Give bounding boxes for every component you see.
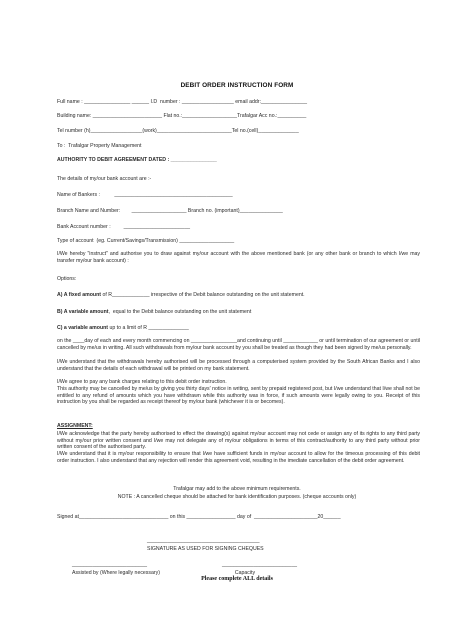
- full-name-line: Full name : ________________ ______ I.D number : __________________ email addr:________________: [57, 99, 308, 105]
- authority-heading: AUTHORITY TO DEBIT AGREEMENT DATED : ________________: [57, 157, 217, 163]
- assisted-by-label: Assisted by (Where legally necessary) Capacity: [72, 570, 256, 576]
- building-name-line: Building name: ________________________ Flat no.:___________________Trafalgar Acc no.:__________: [57, 113, 307, 119]
- bankers-name-line: Name of Bankers : _________________________________________: [57, 192, 233, 198]
- minimum-requirements-note: Trafalgar may add to the above minimum requirements.: [173, 486, 301, 492]
- option-c-label: C) a variable amount: [57, 325, 109, 331]
- cancelled-cheque-note: NOTE : A cancelled cheque should be attached for bank identification purposes. (cheque accounts only): [117, 494, 357, 500]
- option-a-text: of R_____________ irrespective of the Debit balance outstanding on the unit statement.: [101, 292, 305, 298]
- signature-line: _______________________________________: [147, 538, 260, 544]
- option-c: [57, 325, 189, 331]
- branch-line: Branch Name and Number: ___________________ Branch no. (important)_______________: [57, 208, 283, 214]
- responsibility-paragraph: I/We understand that it is my/our responsibility to ensure that I/we have sufficient funds in my/our account to allow for the timeous processing of this debit order instruction. I also understand that any rejection will render this agreement void, resulting in the imediate cancellation of the debit order agreement.: [57, 451, 420, 464]
- bank-charges-paragraph: I/We agree to pay any bank charges relating to this debit order instruction.: [57, 379, 227, 385]
- options-label: Options:: [57, 276, 77, 282]
- signed-at-line: Signed at_______________________________ on this _________________ day of ______________________20______: [57, 514, 341, 520]
- form-title: DEBIT ORDER INSTRUCTION FORM: [180, 82, 294, 89]
- option-c-text: up to a limit of R ______________: [108, 325, 189, 331]
- processing-paragraph: I/We understand that the withdrawals hereby authorised will be processed through a computerised system provided by the South African Banks and I also understand that the details of each withdrawal will be printed on my bank statement.: [57, 359, 420, 372]
- bank-details-intro: The details of my/our bank account are :-: [57, 176, 152, 182]
- option-b-label: B) A variable amount: [57, 309, 109, 315]
- option-a: [57, 292, 305, 298]
- assignment-heading: ASSIGNMENT:: [57, 423, 93, 429]
- option-b: [57, 309, 251, 315]
- account-type-line: Type of account (eg. Current/Savings/Transmission) ___________________: [57, 238, 235, 244]
- tel-number-line: Tel number (h)__________________(work)__________________________Tel no.(cell)______________: [57, 128, 299, 134]
- option-a-label: A) A fixed amount: [57, 292, 101, 298]
- option-b-text: , equal to the Debit balance outstanding on the unit statement: [108, 309, 252, 315]
- complete-all-details-note: Please complete ALL details: [201, 576, 273, 582]
- assisted-by-line: __________________________ __________________________: [72, 562, 297, 568]
- assignment-paragraph: I/We acknowledge that the party hereby authorised to effect the drawing(s) against my/our account may not cede or assign any of its rights to any third party without my/our prior written consent and I/we may not delegate any of my/our obligations in terms of this contract/authority to any third party without prior written consent of the authorised party.: [57, 431, 420, 451]
- withdrawal-schedule-paragraph: on the ____day of each and every month commencing on ________________and continuing until ____________ or until termination of our agreement or until cancelled by me/us in writing. All such withdrawals from my/our bank account by you shall be treated as though they had been signed by me/us personally.: [57, 338, 420, 351]
- cancellation-paragraph: This authority may be cancelled by me/us by giving you thirty days' notice in writing, sent by prepaid registered post, but I/we understand that I/we shall not be entitled to any refund of amounts which you have withdrawn while this authority was in force, if such amounts were legally owing to you. Receipt of this instruction by you shall be regarded as receipt thereof by my/our bank (whichever it is or becomes).: [57, 386, 420, 406]
- instruction-paragraph: I/We hereby "instruct" and authorise you to draw against my/our account with the above mentioned bank (or any other bank or branch to which I/we may transfer my/our bank account) :: [57, 251, 420, 264]
- signature-label: SIGNATURE AS USED FOR SIGNING CHEQUES: [147, 546, 264, 552]
- to-line: To : Trafalgar Property Management: [57, 143, 142, 149]
- account-number-line: Bank Account number : _______________________: [57, 224, 190, 230]
